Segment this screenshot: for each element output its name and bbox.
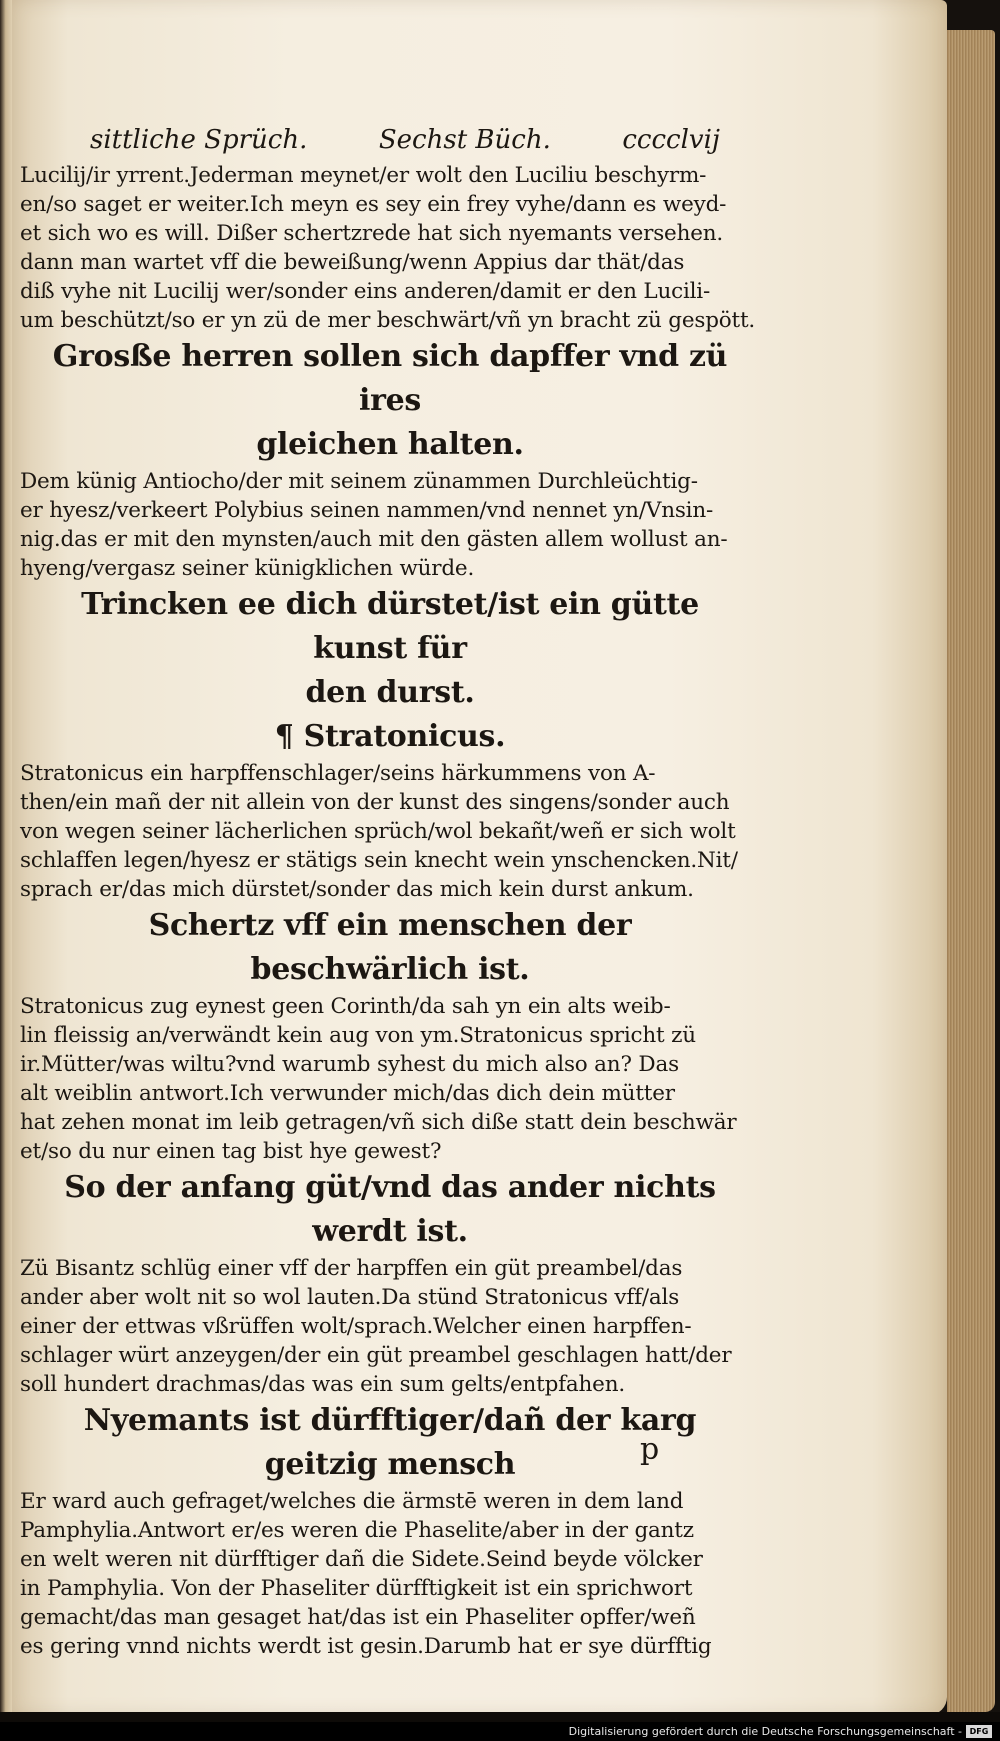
text-line: en welt weren nit dürfftiger dañ die Sidete.Seind beyde völcker (20, 1547, 703, 1572)
text-line: Pamphylia.Antwort er/es weren die Phaselite/aber in der gantz (20, 1518, 694, 1543)
text-line: um beschützt/so er yn zü de mer beschwärt/vñ yn bracht zü gespött. (20, 308, 756, 333)
text-line: es gering vnnd nichts werdt ist gesin.Darumb hat er sye dürfftig (20, 1634, 712, 1659)
paragraph (20, 1487, 740, 1661)
text-line: alt weiblin antwort.Ich verwunder mich/das dich dein mütter (20, 1081, 675, 1106)
book-foredge (947, 30, 995, 1712)
text-line: sprach er/das mich dürstet/sonder das mich kein durst ankum. (20, 877, 694, 902)
text-line: ander aber wolt nit so wol lauten.Da stünd Stratonicus vff/als (20, 1285, 680, 1310)
text-line: hyeng/vergasz seiner künigklichen würde. (20, 556, 475, 581)
paragraph (20, 759, 740, 904)
signature-mark: p (640, 1432, 660, 1467)
content-blocks (20, 161, 756, 1661)
text-line: Zü Bisantz schlüg einer vff der harpffen ein güt preambel/das (20, 1256, 683, 1281)
text-line: Lucilij/ir yrrent.Jederman meynet/er wolt den Luciliu beschyrm- (20, 163, 707, 188)
heading-line: den durst. (305, 675, 475, 710)
text-line: er hyesz/verkeert Polybius seinen nammen/vnd nennet yn/Vnsin- (20, 498, 714, 523)
text-line: ir.Mütter/was wiltu?vnd warumb syhest du mich also an? Das (20, 1052, 679, 1077)
bottom-shadow (0, 1712, 1000, 1722)
text-line: von wegen seiner lächerlichen sprüch/wol bekañt/weñ er sich wolt (20, 819, 736, 844)
text-line: et sich wo es will. Dißer schertzrede hat sich nyemants versehen. (20, 221, 724, 246)
section-heading (20, 335, 740, 467)
running-head (90, 125, 720, 155)
text-line: gemacht/das man gesaget hat/das ist ein Phaseliter opffer/weñ (20, 1605, 696, 1630)
digitization-footer (0, 1722, 1000, 1741)
paragraph (20, 1254, 740, 1399)
text-line: Dem künig Antiocho/der mit seinem zünammen Durchleüchtig- (20, 469, 698, 494)
running-head-center: Sechst Büch. (378, 125, 551, 155)
paragraph (20, 992, 740, 1166)
heading-line: Nyemants ist dürfftiger/dañ der karg (83, 1403, 697, 1438)
text-line: hat zehen monat im leib getragen/vñ sich diße statt dein beschwär (20, 1110, 737, 1135)
paragraph (20, 161, 756, 335)
section-heading (20, 583, 740, 715)
section-heading (20, 1399, 740, 1487)
text-line: then/ein mañ der nit allein von der kunst des singens/sonder auch (20, 790, 730, 815)
paragraph (20, 467, 740, 583)
section-heading (20, 1166, 740, 1254)
text-line: dann man wartet vff die beweißung/wenn Appius dar thät/das (20, 250, 685, 275)
folio-number: cccclvij (622, 125, 720, 155)
text-line: nig.das er mit den mynsten/auch mit den gästen allem wollust an- (20, 527, 728, 552)
text-line: et/so du nur einen tag bist hye gewest? (20, 1139, 442, 1164)
text-line: schlager würt anzeygen/der ein güt preambel geschlagen hatt/der (20, 1343, 732, 1368)
heading-line: Trincken ee dich dürstet/ist ein gütte kunst für (81, 587, 699, 666)
heading-line: werdt ist. (312, 1214, 468, 1249)
text-line: lin fleissig an/verwändt kein aug von ym.Stratonicus spricht zü (20, 1023, 696, 1048)
text-line: einer der ettwas vßrüffen wolt/sprach.Welcher einen harpffen- (20, 1314, 692, 1339)
heading-line: ¶ Stratonicus. (274, 719, 506, 754)
text-line: en/so saget er weiter.Ich meyn es sey ein frey vyhe/dann es weyd- (20, 192, 727, 217)
heading-line: So der anfang güt/vnd das ander nichts (64, 1170, 716, 1205)
heading-line: geitzig mensch (264, 1447, 516, 1482)
heading-line: Schertz vff ein menschen der beschwärlich ist. (148, 908, 632, 987)
text-line: soll hundert drachmas/das was ein sum gelts/entpfahen. (20, 1372, 625, 1397)
footer-credit: Digitalisierung gefördert durch die Deutsche Forschungsgemeinschaft - (568, 1725, 962, 1738)
text-line: schlaffen legen/hyesz er stätigs sein knecht wein ynschencken.Nit/ (20, 848, 738, 873)
text-line: diß vyhe nit Lucilij wer/sonder eins anderen/damit er den Lucili- (20, 279, 711, 304)
text-line: Stratonicus ein harpffenschlager/seins härkummens von A- (20, 761, 656, 786)
text-line: Er ward auch gefraget/welches die ärmstē weren in dem land (20, 1489, 684, 1514)
running-head-left: sittliche Sprüch. (90, 125, 308, 155)
section-heading (20, 904, 740, 992)
page-text (20, 125, 756, 1661)
heading-line: gleichen halten. (256, 427, 524, 462)
dfg-logo: DFG (966, 1725, 992, 1738)
heading-line: Grosße herren sollen sich dapffer vnd zü ires (52, 339, 728, 418)
text-line: Stratonicus zug eynest geen Corinth/da sah yn ein alts weib- (20, 994, 671, 1019)
section-heading (20, 715, 740, 759)
text-line: in Pamphylia. Von der Phaseliter dürfftigkeit ist ein sprichwort (20, 1576, 693, 1601)
